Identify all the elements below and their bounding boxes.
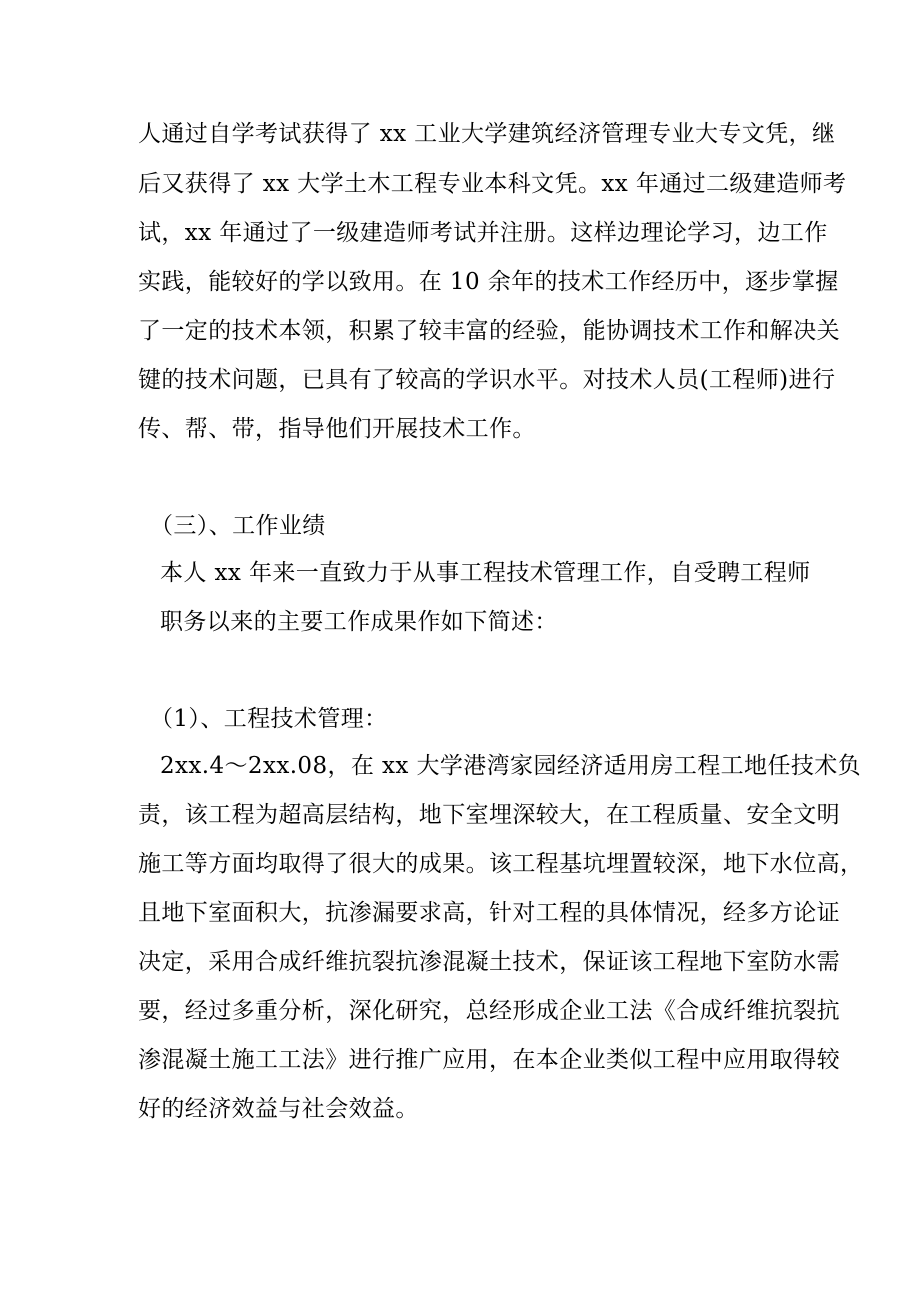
section3-heading: （三）、工作业绩 [150,513,326,539]
sub1-para-line-1: 2xx.4～2xx.08，在 xx 大学港湾家园经济适用房工程工地任技术负 [160,753,862,779]
sub1-para-line-3: 施工等方面均取得了很大的成果。该工程基坑埋置较深，地下水位高， [138,851,864,877]
para1-line-2: 后又获得了 xx 大学土木工程专业本科文凭。xx 年通过二级建造师考 [138,171,847,197]
sub1-para-line-8: 好的经济效益与社会效益。 [138,1096,419,1122]
sub1-para-line-2: 责，该工程为超高层结构，地下室埋深较大，在工程质量、安全文明 [138,802,840,828]
section3-para-line-1: 本人 xx 年来一直致力于从事工程技术管理工作，自受聘工程师 [160,560,811,586]
para1-line-6: 键的技术问题，已具有了较高的学识水平。对技术人员(工程师)进行 [138,367,836,393]
sub1-para-line-5: 决定，采用合成纤维抗裂抗渗混凝土技术，保证该工程地下室防水需 [138,949,840,975]
para1-line-1: 人通过自学考试获得了 xx 工业大学建筑经济管理专业大专文凭，继 [138,121,836,147]
sub1-heading: （1）、工程技术管理： [150,706,388,732]
para1-line-4: 实践，能较好的学以致用。在 10 余年的技术工作经历中，逐步掌握 [138,269,839,295]
para1-line-3: 试，xx 年通过了一级建造师考试并注册。这样边理论学习，边工作 [138,220,828,246]
para1-line-7: 传、帮、带，指导他们开展技术工作。 [138,416,536,442]
section3-para-line-2: 职务以来的主要工作成果作如下简述： [160,609,558,635]
para1-line-5: 了一定的技术本领，积累了较丰富的经验，能协调技术工作和解决关 [138,318,840,344]
sub1-para-line-4: 且地下室面积大，抗渗漏要求高，针对工程的具体情况，经多方论证 [138,900,840,926]
sub1-para-line-6: 要，经过多重分析，深化研究，总经形成企业工法《合成纤维抗裂抗 [138,998,840,1024]
sub1-para-line-7: 渗混凝土施工工法》进行推广应用，在本企业类似工程中应用取得较 [138,1047,840,1073]
